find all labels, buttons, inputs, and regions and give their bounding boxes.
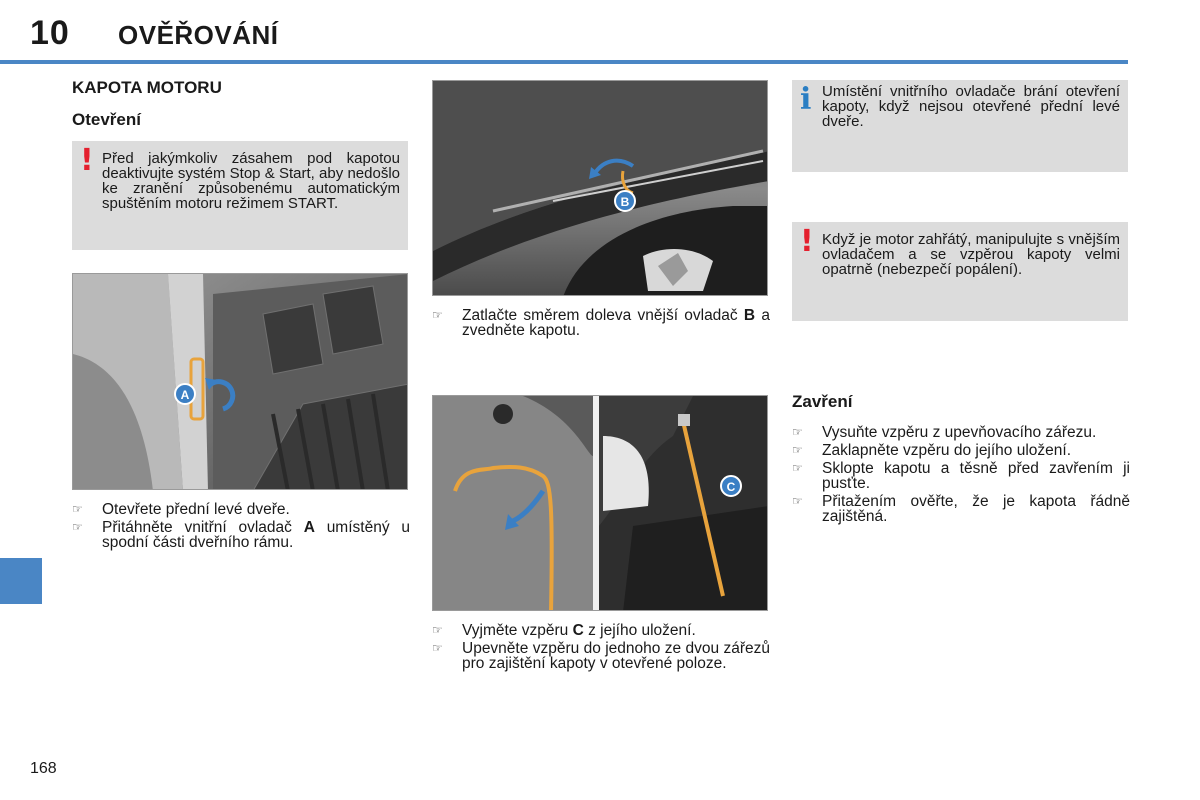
callout-a-label: A: [180, 388, 190, 402]
steps-open-b: [432, 308, 770, 341]
list-item: ☞ Upevněte vzpěru do jednoho ze dvou zářezů pro zajištění kapoty v otevřené poloze.: [432, 640, 770, 672]
list-item: ☞ Přitažením ověřte, že je kapota řádně zajištěná.: [792, 493, 1130, 525]
list-item: ☞ Vysuňte vzpěru z upevňovacího zářezu.: [792, 424, 1097, 441]
pointing-hand-icon: ☞: [72, 502, 83, 516]
chapter-side-tab: [0, 558, 42, 604]
pointing-hand-icon: ☞: [72, 520, 83, 534]
list-item: ☞ Vyjměte vzpěru C z jejího uložení.: [432, 622, 696, 639]
figure-prop-rod: [432, 395, 768, 611]
figure-interior-release: [72, 273, 408, 490]
pointing-hand-icon: ☞: [432, 623, 443, 637]
pointing-hand-icon: ☞: [792, 443, 803, 457]
pointing-hand-icon: ☞: [792, 494, 803, 508]
pointing-hand-icon: ☞: [792, 461, 803, 475]
warning-hot-engine: [792, 222, 1128, 321]
warning-exclamation-icon: !: [80, 143, 94, 178]
list-item: ☞ Zatlačte směrem doleva vnější ovladač B a zvedněte kapotu.: [432, 307, 770, 339]
steps-open-a: [72, 502, 410, 553]
info-door-text: Umístění vnitřního ovladače brání otevření kapoty, když nejsou otevřené přední levé dveře.: [822, 83, 1120, 130]
list-item: ☞ Otevřete přední levé dveře.: [72, 501, 290, 518]
pointing-hand-icon: ☞: [792, 425, 803, 439]
section-title: KAPOTA MOTORU: [72, 78, 222, 97]
warning-exclamation-icon: !: [800, 224, 814, 259]
warning-stop-start: [72, 141, 408, 250]
list-item: ☞ Zaklapněte vzpěru do jejího uložení.: [792, 442, 1072, 459]
steps-open-c: [432, 623, 770, 674]
chapter-number: 10: [30, 14, 70, 52]
list-item: ☞ Sklopte kapotu a těsně před zavřením ji pusťte.: [792, 460, 1130, 492]
closing-title: Zavření: [792, 392, 853, 411]
opening-title: Otevření: [72, 110, 141, 129]
list-item: ☞ Přitáhněte vnitřní ovladač A umístěný u spodní části dveřního rámu.: [72, 519, 410, 551]
info-door-notice: [792, 80, 1128, 172]
info-icon: i: [800, 82, 812, 117]
pointing-hand-icon: ☞: [432, 641, 443, 655]
steps-close: [792, 425, 1130, 527]
chapter-title: OVĚŘOVÁNÍ: [118, 20, 279, 50]
warning-hot-text: Když je motor zahřátý, manipulujte s vnějším ovladačem a se vzpěrou kapoty velmi opatrně (nebezpečí popálení).: [822, 231, 1120, 278]
callout-b-label: B: [620, 195, 630, 209]
callout-c-label: C: [726, 480, 736, 494]
pointing-hand-icon: ☞: [432, 308, 443, 322]
header-rule: [0, 60, 1128, 64]
figure-exterior-release: [432, 80, 768, 296]
page-number: 168: [30, 760, 57, 777]
warning-stop-start-text: Před jakýmkoliv zásahem pod kapotou deaktivujte systém Stop & Start, aby nedošlo ke zranění způsobenému automatickým spuštěním motoru režimem START.: [102, 150, 400, 212]
